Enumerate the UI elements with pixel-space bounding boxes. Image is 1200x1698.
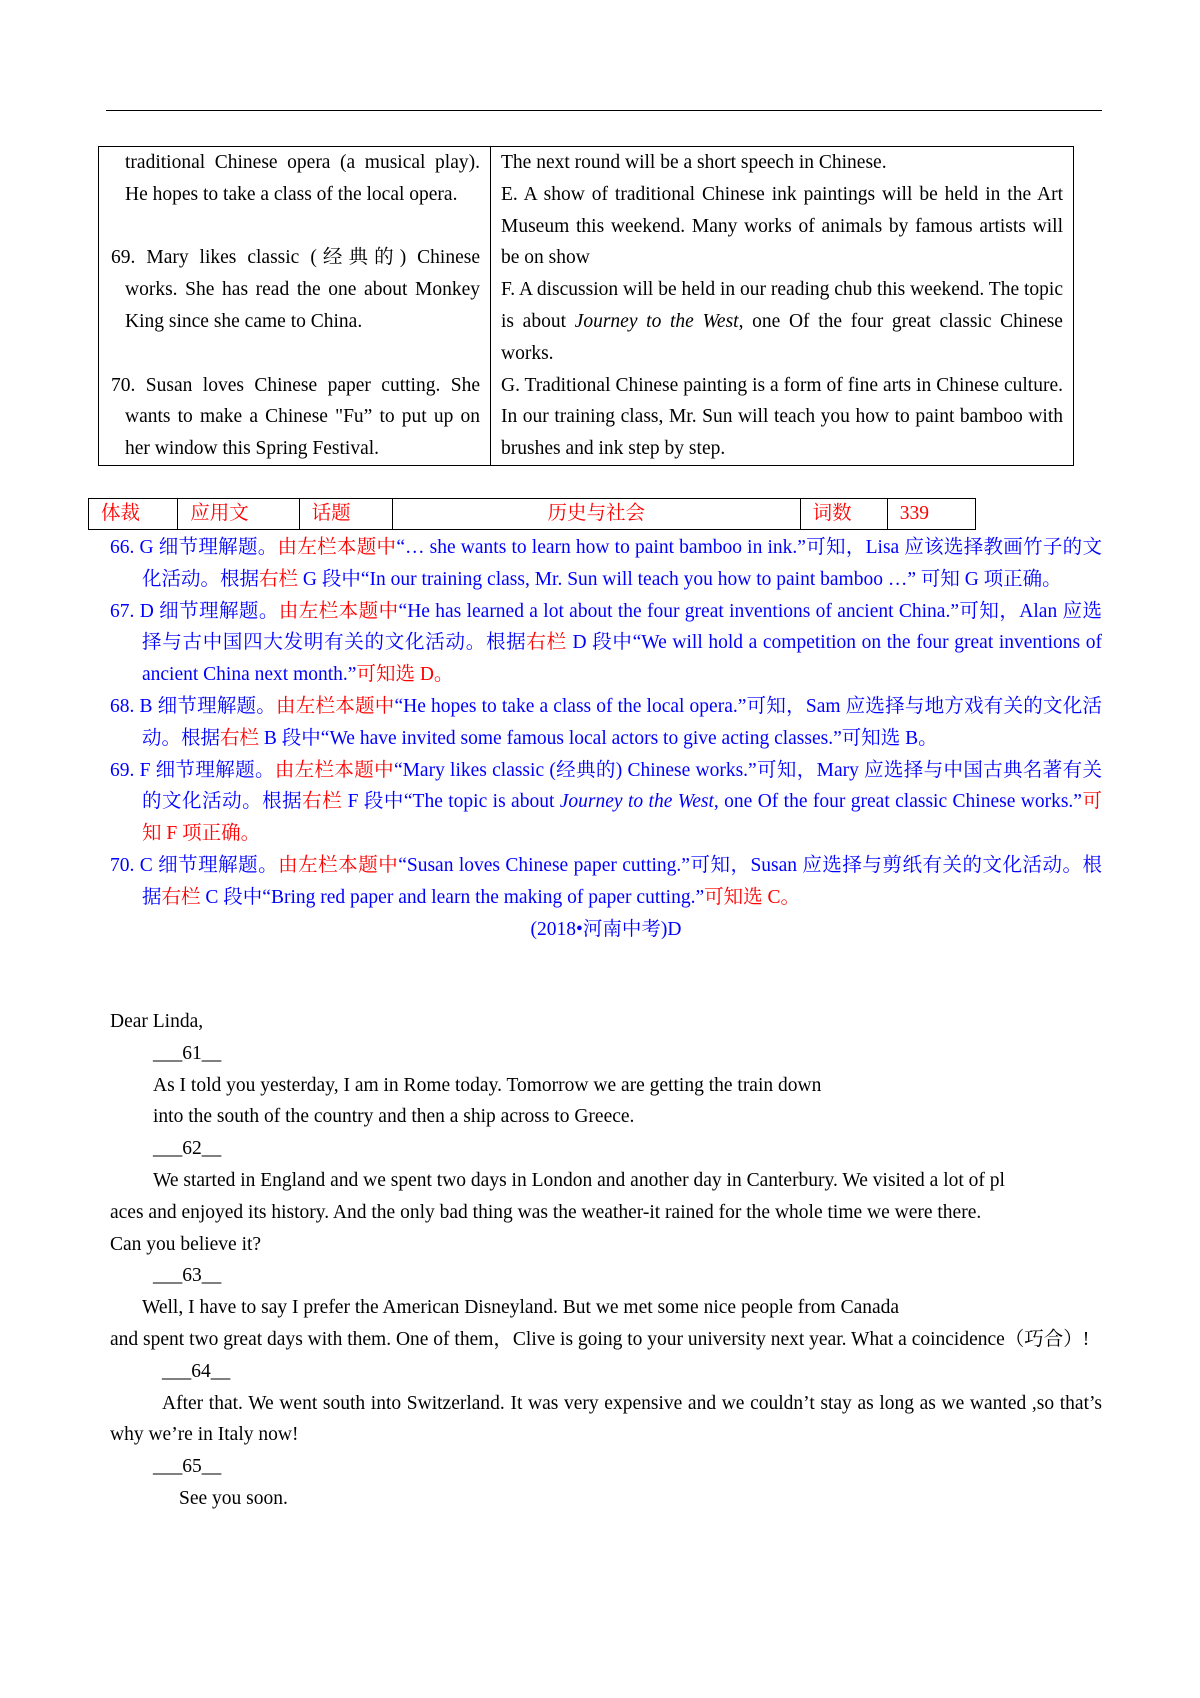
topic-label: 话题	[299, 499, 392, 530]
paragraph-4: After that. We went south into Switzerland. It was very expensive and we couldn’t stay as long as we wanted ,so that’s why we’re in Italy now!	[110, 1392, 1102, 1446]
left-column	[99, 147, 491, 466]
blank-64: ___64__	[162, 1360, 231, 1382]
right-option-e: E. A show of traditional Chinese ink paintings will be held in the Art Museum this weekend. Many works of animals by famous artists will be on show	[501, 183, 1063, 269]
blank-62: ___62__	[153, 1138, 222, 1160]
topic-value: 历史与社会	[392, 499, 800, 530]
paragraph-2-line-1: We started in England and we spent two days in London and another day in Canterbury. We visited a lot of pl	[153, 1169, 1005, 1191]
genre-value: 应用文	[178, 499, 299, 530]
answer-66: 66. G 细节理解题。由左栏本题中“… she wants to learn how to paint bamboo in ink.”可知，Lisa 应该选择教画竹子的文化活动。根据右栏 G 段中“In our training class, Mr. Sun will teach you how to paint bamboo …” 可知 G 项正确。	[110, 537, 1102, 590]
closing: See you soon.	[179, 1487, 288, 1509]
right-option-f: F. A discussion will be held in our reading chub this weekend. The topic is about Journey to the West, one Of the four great classic Chinese works.	[501, 279, 1063, 364]
source-line: (2018•河南中考)D	[530, 918, 682, 940]
header-rule	[106, 110, 1102, 111]
answer-68: 68. B 细节理解题。由左栏本题中“He hopes to take a class of the local opera.”可知，Sam 应选择与地方戏有关的文化活动。根据右栏 B 段中“We have invited some famous local actors to give acting classes.”可知选 B。	[110, 695, 1102, 749]
left-item-70: 70. Susan loves Chinese paper cutting. She wants to make a Chinese "Fu” to put up on her window this Spring Festival.	[111, 374, 480, 460]
paragraph-1-line-2: into the south of the country and then a ship across to Greece.	[153, 1106, 635, 1128]
wordcount-value: 339	[887, 499, 975, 530]
right-option-d-continued: The next round will be a short speech in Chinese.	[501, 152, 887, 173]
left-item-69: 69. Mary likes classic (经典的) Chinese works. She has read the one about Monkey King since she came to China.	[111, 247, 480, 332]
salutation: Dear Linda,	[110, 1011, 204, 1032]
answer-70: 70. C 细节理解题。由左栏本题中“Susan loves Chinese paper cutting.”可知，Susan 应选择与剪纸有关的文化活动。根据右栏 C 段中“Bring red paper and learn the making of paper cutting.”可知选 C。	[110, 854, 1102, 908]
right-column	[491, 147, 1074, 466]
matching-table	[98, 146, 1074, 466]
genre-label: 体裁	[89, 499, 178, 530]
blank-65: ___65__	[153, 1456, 222, 1478]
blank-63: ___63__	[153, 1265, 222, 1287]
paragraph-3-line-1: Well, I have to say I prefer the American Disneyland. But we met some nice people from Canada	[142, 1297, 900, 1319]
right-option-g: G. Traditional Chinese painting is a form of fine arts in Chinese culture. In our training class, Mr. Sun will teach you how to paint bamboo with brushes and ink step by step.	[501, 374, 1063, 460]
paragraph-2-line-3: Can you believe it?	[110, 1233, 262, 1255]
paragraph-3-line-2: and spent two great days with them. One of them，Clive is going to your university next year. What a coincidence（巧合）!	[110, 1328, 1090, 1350]
answer-67: 67. D 细节理解题。由左栏本题中“He has learned a lot about the four great inventions of ancient China.”可知，Alan 应选择与古中国四大发明有关的文化活动。根据右栏 D 段中“We will hold a competition on the four great inventions of ancient China next month.”可知选 D。	[110, 600, 1102, 686]
blank-61: ___61__	[153, 1042, 222, 1064]
info-table	[88, 498, 976, 530]
left-item-68-continued: traditional Chinese opera (a musical play). He hopes to take a class of the local opera.	[125, 152, 480, 205]
letter-passage	[110, 1006, 1102, 1515]
paragraph-2-line-2: aces and enjoyed its history. And the only bad thing was the weather-it rained for the whole time we were there.	[110, 1201, 982, 1223]
answer-explanations	[110, 532, 1102, 945]
answer-69: 69. F 细节理解题。由左栏本题中“Mary likes classic (经典的) Chinese works.”可知，Mary 应选择与中国古典名著有关的文化活动。根据右栏 F 段中“The topic is about Journey to the West, one Of the four great classic Chinese works.”可知 F 项正确。	[110, 759, 1102, 845]
wordcount-label: 词数	[800, 499, 887, 530]
paragraph-1-line-1: As I told you yesterday, I am in Rome today. Tomorrow we are getting the train down	[153, 1074, 822, 1096]
